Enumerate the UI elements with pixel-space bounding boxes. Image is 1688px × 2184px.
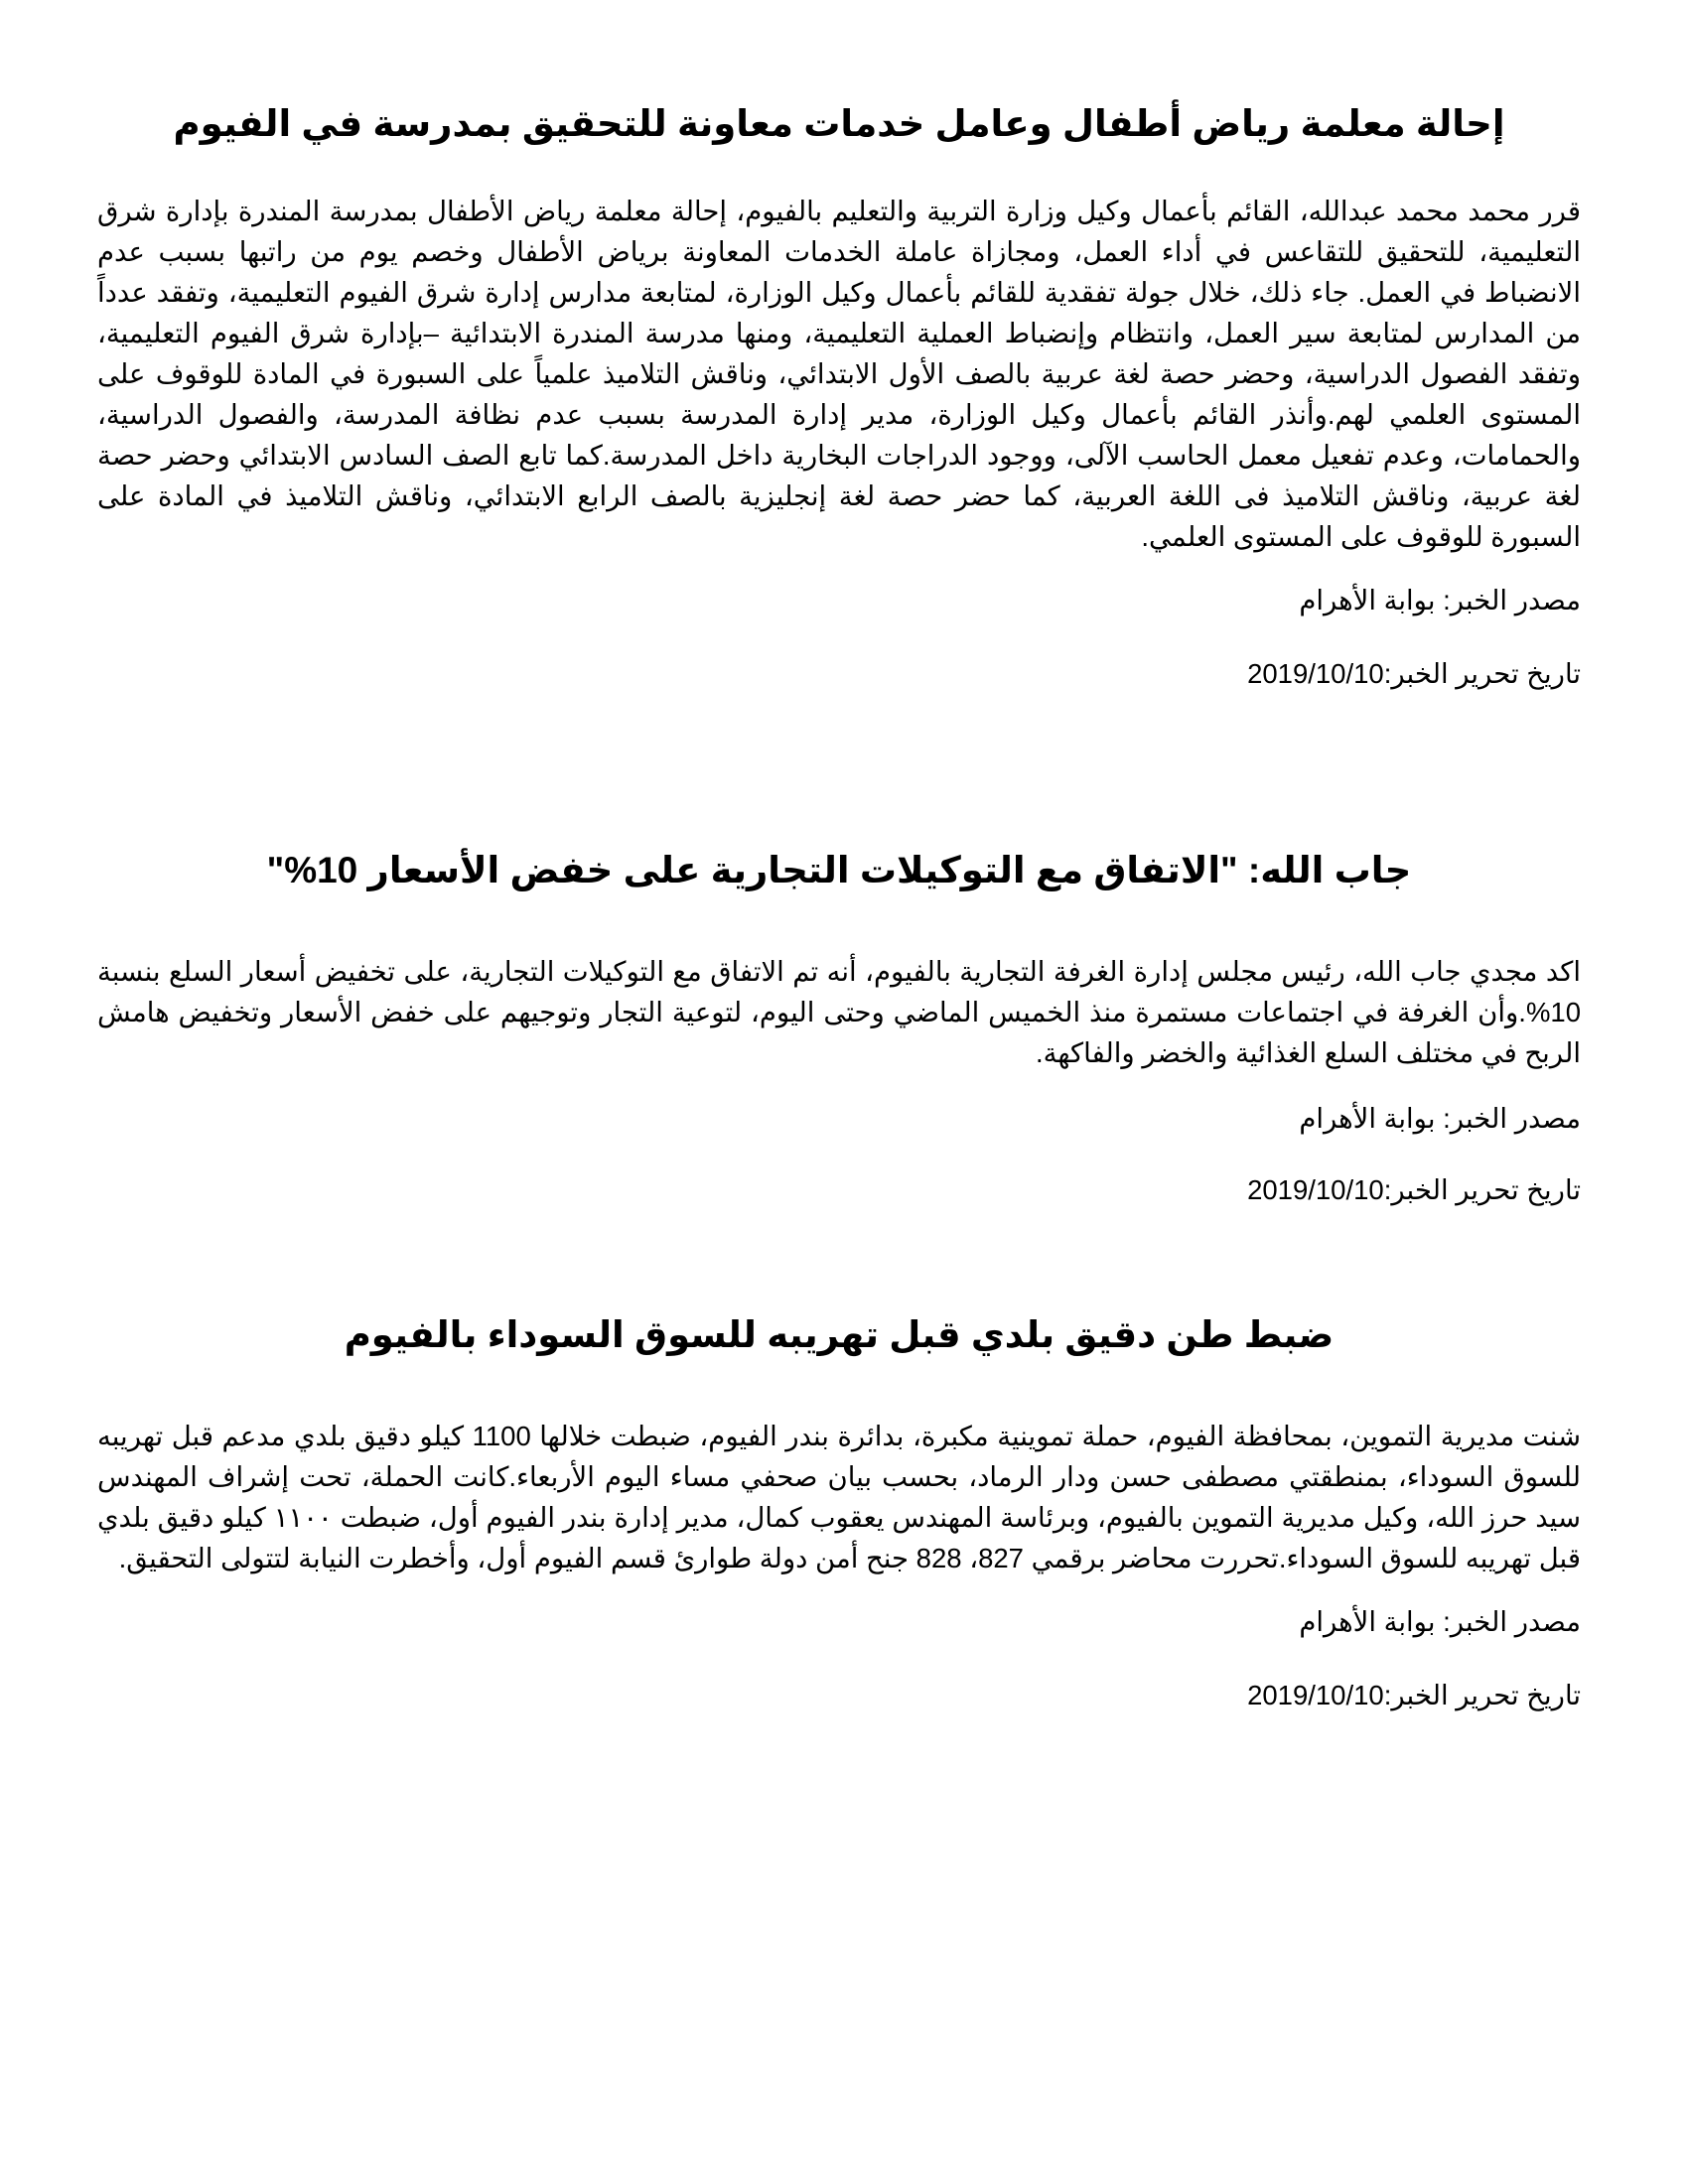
source-label: مصدر الخبر:	[1443, 1103, 1581, 1134]
article-headline: جاب الله: "الاتفاق مع التوكيلات التجارية على خفض الأسعار 10%"	[266, 850, 1412, 890]
news-article	[97, 846, 1581, 1210]
article-headline: إحالة معلمة رياض أطفال وعامل خدمات معاونة للتحقيق بمدرسة في الفيوم	[173, 103, 1505, 144]
article-body: شنت مديرية التموين، بمحافظة الفيوم، حملة تموينية مكبرة، بدائرة بندر الفيوم، ضبطت خلالها 1100 كيلو دقيق بلدي مدعم قبل تهريبه للسوق السوداء، بمنطقتي مصطفى حسن ودار الرماد، بحسب بيان صحفي مساء اليوم الأربعاء.كانت الحملة، تحت إشراف المهندس سيد حرز الله، وكيل مديرية التموين بالفيوم، وبرئاسة المهندس يعقوب كمال، مدير إدارة بندر الفيوم أول، ضبطت ١١٠٠ كيلو دقيق بلدي قبل تهريبه للسوق السوداء.تحررت محاضر برقمي 827، 828 جنح أمن دولة طوارئ قسم الفيوم أول، وأخطرت النيابة لتتولى التحقيق.	[97, 1421, 1582, 1573]
article-source	[97, 1602, 1581, 1642]
source-label: مصدر الخبر:	[1443, 1606, 1581, 1637]
article-date	[97, 1170, 1581, 1210]
source-value: بوابة الأهرام	[1299, 1606, 1444, 1637]
date-label: تاريخ تحرير الخبر:	[1383, 1174, 1581, 1205]
source-value: بوابة الأهرام	[1299, 1103, 1444, 1134]
article-body: قرر محمد محمد عبدالله، القائم بأعمال وكيل وزارة التربية والتعليم بالفيوم، إحالة معلمة رياض الأطفال بمدرسة المندرة بإدارة شرق التعليمية، للتحقيق للتقاعس في أداء العمل، ومجازاة عاملة الخدمات المعاونة برياض الأطفال وخصم يوم من راتبها بسبب عدم الانضباط في العمل. جاء ذلك، خلال جولة تفقدية للقائم بأعمال وكيل الوزارة، لمتابعة مدارس إدارة شرق الفيوم التعليمية، وتفقد عدداً من المدارس لمتابعة سير العمل، وانتظام وإنضباط العملية التعليمية، ومنها مدرسة المندرة الابتدائية –بإدارة شرق الفيوم التعليمية، وتفقد الفصول الدراسية، وحضر حصة لغة عربية بالصف الأول الابتدائي، وناقش التلاميذ علمياً على السبورة في المادة للوقوف على المستوى العلمي لهم.وأنذر القائم بأعمال وكيل الوزارة، مدير إدارة المدرسة بسبب عدم نظافة المدرسة، والفصول الدراسية، والحمامات، وعدم تفعيل معمل الحاسب الآلى، ووجود الدراجات البخارية داخل المدرسة.كما تابع الصف السادس الابتدائي وحضر حصة لغة عربية، وناقش التلاميذ فى اللغة العربية، كما حضر حصة لغة إنجليزية بالصف الرابع الابتدائي، وناقش التلاميذ في المادة على السبورة للوقوف على المستوى العلمي.	[97, 196, 1581, 552]
news-article	[97, 1310, 1581, 1715]
date-value: 2019/10/10	[1247, 1174, 1384, 1205]
article-source	[97, 581, 1581, 620]
date-label: تاريخ تحرير الخبر:	[1383, 658, 1581, 689]
article-headline: ضبط طن دقيق بلدي قبل تهريبه للسوق السوداء بالفيوم	[344, 1314, 1335, 1355]
article-body: اكد مجدي جاب الله، رئيس مجلس إدارة الغرفة التجارية بالفيوم، أنه تم الاتفاق مع التوكيلات التجارية، على تخفيض أسعار السلع بنسبة 10%.وأن الغرفة في اجتماعات مستمرة منذ الخميس الماضي وحتى اليوم، لتوعية التجار وتوجيهم على خفض الأسعار وتخفيض هامش الربح في مختلف السلع الغذائية والخضر والفاكهة.	[97, 956, 1581, 1068]
source-value: بوابة الأهرام	[1299, 585, 1444, 615]
article-source	[97, 1099, 1581, 1139]
news-article	[97, 99, 1581, 694]
date-value: 2019/10/10	[1247, 658, 1384, 689]
source-label: مصدر الخبر:	[1443, 585, 1581, 615]
date-value: 2019/10/10	[1247, 1680, 1384, 1710]
article-date	[97, 654, 1581, 694]
article-date	[97, 1676, 1581, 1715]
date-label: تاريخ تحرير الخبر:	[1383, 1680, 1581, 1710]
